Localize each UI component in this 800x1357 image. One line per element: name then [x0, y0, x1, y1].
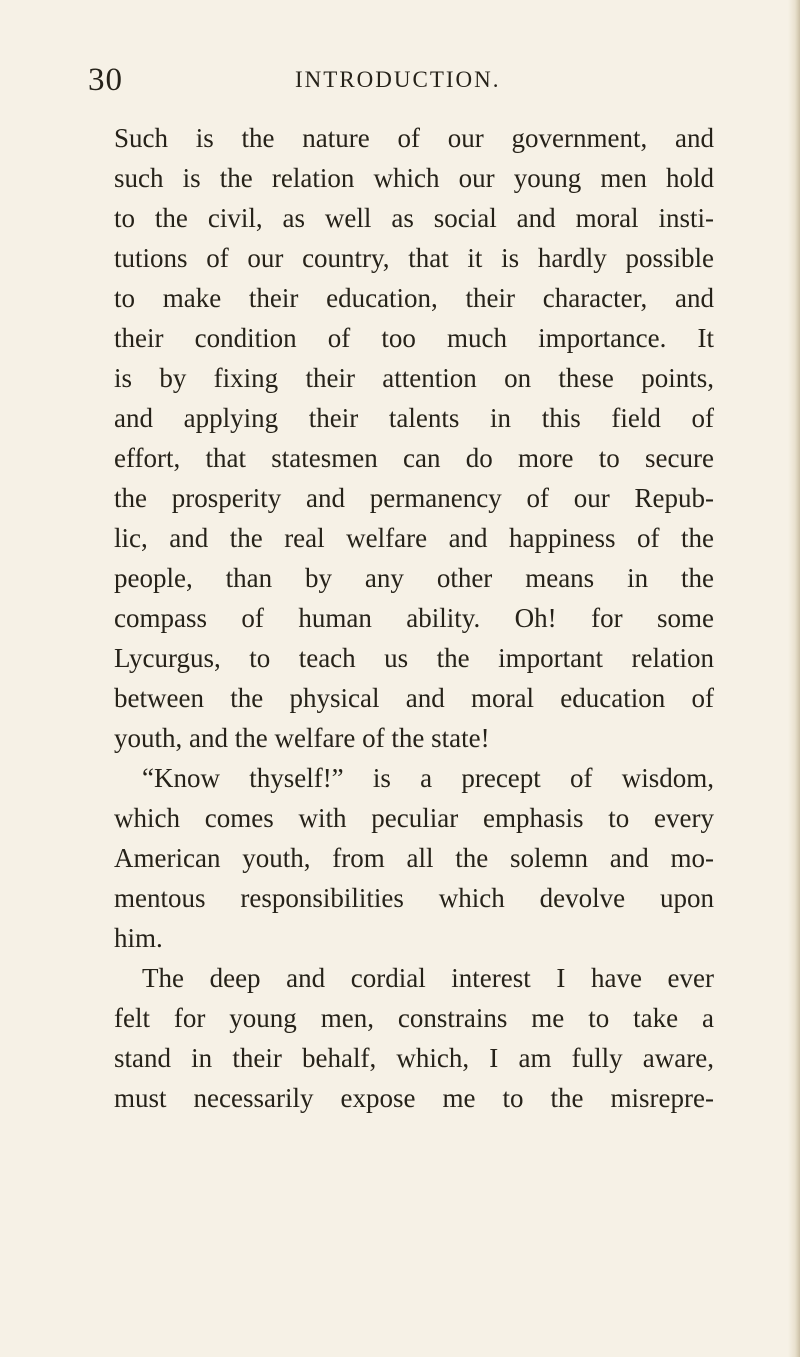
text-line: youth, and the welfare of the state! [114, 723, 490, 753]
text-line: “Know thyself!” is a precept of wisdom, [142, 763, 714, 793]
text-line: Lycurgus, to teach us the important relation [114, 643, 714, 673]
text-line: mentous responsibilities which devolve upon [114, 883, 714, 913]
text-line: The deep and cordial interest I have ever [142, 963, 714, 993]
text-line: lic, and the real welfare and happiness of the [114, 523, 714, 553]
text-line: must necessarily expose me to the misrepre- [114, 1083, 714, 1113]
text-line: between the physical and moral education of [114, 683, 714, 713]
text-line: the prosperity and permanency of our Repub- [114, 483, 714, 513]
running-head: INTRODUCTION. [295, 67, 501, 92]
text-line: to the civil, as well as social and moral insti- [114, 203, 714, 233]
text-line: effort, that statesmen can do more to secure [114, 443, 714, 473]
text-line: such is the relation which our young men hold [114, 163, 714, 193]
text-line: compass of human ability. Oh! for some [114, 603, 714, 633]
page-number: 30 [88, 62, 123, 98]
page-edge-shadow [788, 0, 800, 1357]
text-line: American youth, from all the solemn and mo- [114, 843, 714, 873]
text-line: people, than by any other means in the [114, 563, 714, 593]
text-line: their condition of too much importance. It [114, 323, 714, 353]
text-line: tutions of our country, that it is hardly possible [114, 243, 714, 273]
text-line: stand in their behalf, which, I am fully aware, [114, 1043, 714, 1073]
text-line: to make their education, their character, and [114, 283, 714, 313]
text-line: and applying their talents in this field of [114, 403, 714, 433]
text-line: is by fixing their attention on these points, [114, 363, 714, 393]
body-text [114, 118, 714, 1118]
text-line: which comes with peculiar emphasis to every [114, 803, 714, 833]
text-line: felt for young men, constrains me to take a [114, 1003, 714, 1033]
text-line: Such is the nature of our government, and [114, 123, 714, 153]
page-header [88, 58, 728, 102]
text-line: him. [114, 923, 163, 953]
